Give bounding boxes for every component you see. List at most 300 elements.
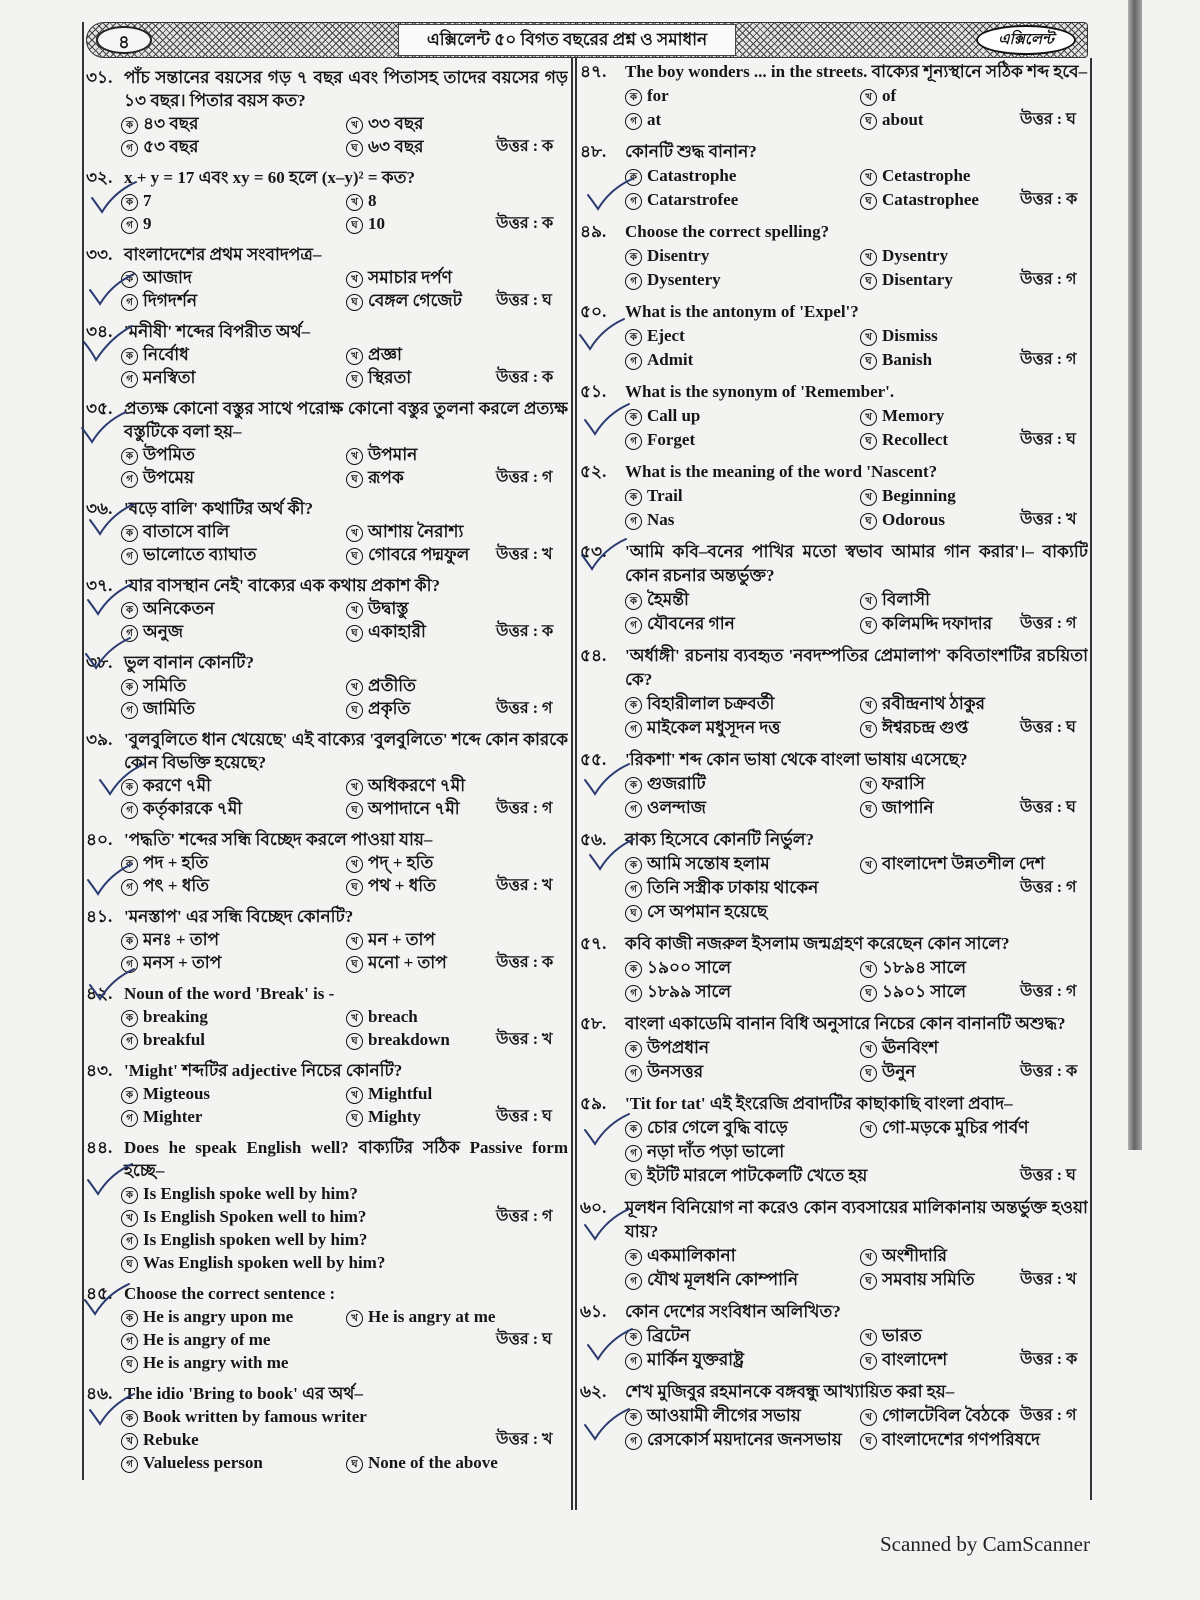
option-letter-circle: খ	[860, 169, 877, 186]
option-letter-circle: গ	[121, 956, 138, 973]
option-text: Recollect	[882, 430, 949, 449]
option-text: Dismiss	[882, 326, 938, 345]
option	[121, 520, 346, 543]
option	[860, 612, 1020, 636]
option-letter-circle: ক	[625, 89, 642, 106]
question-item	[86, 320, 568, 389]
option-letter-circle: খ	[860, 1121, 877, 1138]
option-letter-circle: খ	[860, 697, 877, 714]
option	[346, 697, 496, 720]
option-text: মার্কিন যুক্তরাষ্ট্র	[647, 1350, 744, 1369]
answer-label: উত্তর : ঘ	[496, 1331, 552, 1348]
question-text: 'Tit for tat' এই ইংরেজি প্রবাদটির কাছাকাছি বাংলা প্রবাদ–	[625, 1094, 1013, 1113]
answer-label: উত্তর : গ	[496, 800, 553, 817]
option	[121, 543, 346, 566]
option-row	[86, 851, 568, 874]
option-letter-circle: খ	[860, 857, 877, 874]
answer-label: উত্তর : গ	[1020, 879, 1077, 896]
question-text: 'মনীষী' শব্দের বিপরীত অর্থ–	[124, 322, 311, 341]
option	[860, 1428, 1040, 1452]
option-letter-circle: গ	[625, 193, 642, 210]
option-row	[86, 112, 568, 135]
option-row	[580, 324, 1088, 348]
option-letter-circle: খ	[346, 1087, 363, 1104]
option-row	[86, 1105, 568, 1128]
option	[625, 588, 860, 612]
option-row	[86, 797, 568, 820]
option-letter-circle: ক	[625, 697, 642, 714]
question-text: বাংলা একাডেমি বানান বিধি অনুসারে নিচের কোন বানানটি অশুদ্ধ?	[625, 1014, 1066, 1033]
answer-label: উত্তর : ক	[496, 954, 554, 971]
option-letter-circle: ক	[625, 329, 642, 346]
option-letter-circle: ঘ	[346, 471, 363, 488]
option-letter-circle: ক	[121, 348, 138, 365]
option-row	[86, 520, 568, 543]
answer-label: উত্তর : ঘ	[1020, 719, 1076, 736]
question-item	[86, 651, 568, 720]
option-row	[580, 716, 1088, 740]
question-item	[580, 1380, 1088, 1452]
question-number: ৫০.	[580, 302, 607, 321]
answer-label: উত্তর : ক	[1020, 1063, 1078, 1080]
option-row	[580, 1036, 1088, 1060]
option	[121, 1305, 346, 1328]
question-item	[580, 380, 1088, 452]
option	[625, 108, 860, 132]
question-item	[580, 1092, 1088, 1188]
option-row	[580, 588, 1088, 612]
option	[121, 620, 346, 643]
option-text: breakful	[143, 1030, 206, 1049]
question-number: ৪৪.	[86, 1138, 113, 1157]
question-header	[580, 60, 1088, 84]
option-text: গোবরে পদ্মফুল	[368, 545, 470, 564]
option-text: বিহারীলাল চক্রবর্তী	[647, 694, 775, 713]
question-text: 'মনস্তাপ' এর সন্ধি বিচ্ছেদ কোনটি?	[124, 907, 354, 926]
option-letter-circle: খ	[346, 271, 363, 288]
answer-label: উত্তর : খ	[1020, 1271, 1077, 1288]
option	[346, 543, 496, 566]
option-text: পৎ + ধতি	[143, 876, 209, 895]
option	[346, 874, 496, 897]
option-letter-circle: খ	[346, 1010, 363, 1027]
option-letter-circle: গ	[121, 471, 138, 488]
question-text: 'আমি কবি–বনের পাখির মতো স্বভাব আমার গান করার'।– বাক্যটি কোন রচনার অন্তর্ভুক্ত?	[625, 542, 1088, 585]
option-row	[86, 774, 568, 797]
option-text: Banish	[882, 350, 933, 369]
column-divider-line	[575, 58, 577, 1510]
option-row	[580, 268, 1088, 292]
option-text: Memory	[882, 406, 945, 425]
option	[860, 84, 1020, 108]
option-text: 8	[368, 191, 377, 210]
option-text: উপমেয়	[143, 468, 195, 487]
option-text: বিলাসী	[882, 590, 931, 609]
option	[625, 1140, 1020, 1164]
option-row	[86, 1028, 568, 1051]
option-text: মনঃ + তাপ	[143, 930, 220, 949]
option-text: Migteous	[143, 1084, 211, 1103]
option	[860, 956, 1020, 980]
question-item	[86, 66, 568, 158]
scanner-watermark: Scanned by CamScanner	[880, 1532, 1090, 1556]
option-row	[86, 1005, 568, 1028]
option	[346, 1028, 496, 1051]
option-letter-circle: গ	[625, 881, 642, 898]
option	[346, 189, 496, 212]
answer-label: উত্তর : খ	[496, 877, 553, 894]
option-text: breach	[368, 1007, 418, 1026]
option	[346, 520, 496, 543]
question-text: পাঁচ সন্তানের বয়সের গড় ৭ বছর এবং পিতাসহ তাদের বয়সের গড় ১৩ বছর। পিতার বয়স কত?	[124, 68, 568, 110]
option	[625, 772, 860, 796]
option-letter-circle: গ	[625, 1065, 642, 1082]
option	[860, 484, 1020, 508]
option-text: করণে ৭মী	[143, 776, 211, 795]
option-text: ব্রিটেন	[647, 1326, 691, 1345]
option-text: সমাচার দর্পণ	[368, 268, 453, 287]
option	[860, 324, 1020, 348]
option	[625, 1060, 860, 1084]
option-letter-circle: গ	[625, 513, 642, 530]
question-header	[86, 651, 568, 674]
option-row	[580, 164, 1088, 188]
option	[121, 951, 346, 974]
option-text: গো-মড়কে মুচির পার্বণ	[882, 1118, 1029, 1137]
option-text: ৩৩ বছর	[368, 114, 424, 133]
option-text: বাংলাদেশ	[882, 1350, 948, 1369]
question-header	[580, 1380, 1088, 1404]
option	[625, 164, 860, 188]
question-header	[580, 380, 1088, 404]
option	[860, 772, 1020, 796]
option-text: জাপানি	[882, 798, 934, 817]
question-item	[580, 748, 1088, 820]
option-letter-circle: ঘ	[346, 548, 363, 565]
option-letter-circle: ঘ	[346, 140, 363, 157]
question-number: ৫২.	[580, 462, 607, 481]
option-row	[86, 674, 568, 697]
question-header	[86, 828, 568, 851]
brand-logo: এক্সিলেন্ট	[976, 25, 1076, 55]
answer-label: উত্তর : গ	[1020, 351, 1077, 368]
option-row	[86, 466, 568, 489]
answer-label: উত্তর : ঘ	[1020, 799, 1076, 816]
option-letter-circle: ক	[121, 448, 138, 465]
option	[625, 1036, 860, 1060]
question-number: ৩৪.	[86, 322, 113, 341]
option-letter-circle: খ	[860, 249, 877, 266]
option-row	[86, 874, 568, 897]
option-text: Eject	[647, 326, 685, 345]
question-text: মূলধন বিনিয়োগ না করেও কোন ব্যবসায়ের মালিকানায় অন্তর্ভুক্ত হওয়া যায়?	[625, 1198, 1088, 1241]
option-text: Mighter	[143, 1107, 203, 1126]
option-letter-circle: খ	[860, 1329, 877, 1346]
option-letter-circle: ক	[625, 777, 642, 794]
option-letter-circle: গ	[121, 217, 138, 234]
option-row	[580, 1060, 1088, 1084]
option	[121, 1105, 346, 1128]
option-text: Forget	[647, 430, 696, 449]
option	[346, 620, 496, 643]
option	[121, 1351, 496, 1374]
option-text: Dysentry	[882, 246, 949, 265]
question-number: ৪১.	[86, 907, 113, 926]
option-row	[86, 597, 568, 620]
option-text: বাংলাদেশের গণপরিষদে	[882, 1430, 1040, 1449]
option-letter-circle: ক	[625, 1041, 642, 1058]
option	[860, 508, 1020, 532]
question-number: ৩৩.	[86, 245, 113, 264]
option	[121, 1451, 346, 1474]
option-text: Disentry	[647, 246, 710, 265]
question-text: ভুল বানান কোনটি?	[124, 653, 254, 672]
option-row	[86, 951, 568, 974]
option	[860, 268, 1020, 292]
option-text: None of the above	[368, 1453, 498, 1472]
option-letter-circle: গ	[121, 802, 138, 819]
option-letter-circle: গ	[121, 294, 138, 311]
option	[121, 443, 346, 466]
question-number: ৪৫.	[86, 1284, 113, 1303]
option-row	[86, 1182, 568, 1205]
question-header	[86, 728, 568, 774]
question-item	[580, 644, 1088, 740]
option-text: Valueless person	[143, 1453, 263, 1472]
option-text: সমবায় সমিতি	[882, 1270, 975, 1289]
option-row	[580, 1348, 1088, 1372]
question-header	[86, 497, 568, 520]
option-row	[86, 189, 568, 212]
option	[860, 348, 1020, 372]
question-header	[86, 574, 568, 597]
option-letter-circle: গ	[121, 1110, 138, 1127]
option-letter-circle: খ	[860, 329, 877, 346]
option-letter-circle: ক	[121, 1087, 138, 1104]
question-item	[580, 540, 1088, 636]
question-header	[580, 1092, 1088, 1116]
question-item	[580, 1196, 1088, 1292]
option	[860, 1244, 1020, 1268]
answer-label: উত্তর : ঘ	[496, 1108, 552, 1125]
option-letter-circle: খ	[860, 777, 877, 794]
option	[346, 774, 496, 797]
option-row	[86, 289, 568, 312]
option-letter-circle: ঘ	[346, 802, 363, 819]
question-item	[580, 1300, 1088, 1372]
option-text: উনসত্তর	[647, 1062, 704, 1081]
option-text: Is English spoke well by him?	[143, 1184, 358, 1203]
option-letter-circle: গ	[121, 625, 138, 642]
option-text: উপপ্রধান	[647, 1038, 710, 1057]
option	[625, 1404, 860, 1428]
option-row	[580, 876, 1088, 900]
question-item	[86, 397, 568, 489]
option-row	[86, 266, 568, 289]
option-text: He is angry of me	[143, 1330, 271, 1349]
option	[121, 366, 346, 389]
option	[346, 212, 496, 235]
answer-label: উত্তর : ক	[496, 138, 554, 155]
answer-label: উত্তর : খ	[496, 1431, 553, 1448]
option	[346, 851, 496, 874]
question-header	[580, 1012, 1088, 1036]
option	[346, 797, 496, 820]
question-text: What is the meaning of the word 'Nascent?	[625, 462, 938, 481]
option-text: ওলন্দাজ	[647, 798, 706, 817]
question-number: ৫৫.	[580, 750, 607, 769]
option-letter-circle: ক	[625, 857, 642, 874]
answer-label: উত্তর : গ	[1020, 983, 1077, 1000]
question-text: The boy wonders ... in the streets. বাক্যের শূন্যস্থানে সঠিক শব্দ হবে–	[625, 62, 1088, 81]
option-letter-circle: ক	[121, 679, 138, 696]
option	[121, 1428, 496, 1451]
question-header	[580, 1196, 1088, 1244]
answer-label: উত্তর : ঘ	[1020, 1167, 1076, 1184]
option	[121, 266, 346, 289]
option	[346, 343, 496, 366]
option-row	[86, 343, 568, 366]
question-text: 'ষড়ে বালি' কথাটির অর্থ কী?	[124, 499, 314, 518]
option	[346, 289, 496, 312]
option	[625, 244, 860, 268]
option-text: Beginning	[882, 486, 956, 505]
question-header	[580, 460, 1088, 484]
option	[346, 1305, 496, 1328]
option-text: of	[882, 86, 897, 105]
option-text: Nas	[647, 510, 675, 529]
answer-label: উত্তর : গ	[1020, 615, 1077, 632]
question-header	[580, 300, 1088, 324]
option	[121, 189, 346, 212]
question-text: 'Might' শব্দটির adjective নিচের কোনটি?	[124, 1061, 403, 1080]
option-text: প্রজ্ঞা	[368, 345, 402, 364]
option-text: He is angry with me	[143, 1353, 289, 1372]
question-number: ৫৯.	[580, 1094, 607, 1113]
option-text: একাহারী	[368, 622, 426, 641]
option-text: হৈমন্তী	[647, 590, 689, 609]
option	[121, 928, 346, 951]
option-text: ৫৩ বছর	[143, 137, 199, 156]
question-text: 'পদ্ধতি' শব্দের সন্ধি বিচ্ছেদ করলে পাওয়া যায়–	[124, 830, 433, 849]
question-number: ৬১.	[580, 1302, 607, 1321]
option	[346, 443, 496, 466]
option-row	[580, 1140, 1088, 1164]
option	[346, 266, 496, 289]
option-letter-circle: ঘ	[625, 905, 642, 922]
option-row	[580, 1164, 1088, 1188]
answer-label: উত্তর : গ	[1020, 1407, 1077, 1424]
answer-label: উত্তর : ক	[1020, 1351, 1078, 1368]
option-letter-circle: ক	[625, 961, 642, 978]
question-number: ৪৯.	[580, 222, 607, 241]
option-row	[580, 84, 1088, 108]
question-number: ৪৩.	[86, 1061, 113, 1080]
question-text: Choose the correct sentence :	[124, 1284, 336, 1303]
right-column	[580, 60, 1088, 1500]
option	[346, 1105, 496, 1128]
option-letter-circle: ক	[625, 169, 642, 186]
option-row	[86, 212, 568, 235]
option-text: উনুন	[882, 1062, 916, 1081]
answer-label: উত্তর : গ	[1020, 271, 1077, 288]
option-row	[86, 1328, 568, 1351]
option-text: Admit	[647, 350, 694, 369]
option	[860, 796, 1020, 820]
option-letter-circle: খ	[860, 593, 877, 610]
question-text: What is the antonym of 'Expel'?	[625, 302, 859, 321]
question-header	[86, 905, 568, 928]
question-number: ৩৬.	[86, 499, 113, 518]
option-letter-circle: ঘ	[860, 721, 877, 738]
option-text: breaking	[143, 1007, 208, 1026]
option-letter-circle: ঘ	[346, 217, 363, 234]
option-row	[580, 1404, 1088, 1428]
question-item	[86, 982, 568, 1051]
option-letter-circle: ক	[121, 1010, 138, 1027]
option	[625, 1268, 860, 1292]
question-header	[86, 320, 568, 343]
option-letter-circle: খ	[346, 933, 363, 950]
option-row	[580, 900, 1088, 924]
option-text: Dysentery	[647, 270, 721, 289]
option-letter-circle: খ	[860, 1249, 877, 1266]
option-text: আজাদ	[143, 268, 192, 287]
option-text: Catarstrofee	[647, 190, 739, 209]
option-text: ইটটি মারলে পাটকেলটি খেতে হয়	[647, 1166, 868, 1185]
option	[860, 1404, 1020, 1428]
option-letter-circle: ঘ	[346, 1456, 363, 1473]
option-letter-circle: ঘ	[346, 371, 363, 388]
option-letter-circle: ক	[121, 779, 138, 796]
option-letter-circle: ক	[625, 489, 642, 506]
option-text: বেঙ্গল গেজেট	[368, 291, 462, 310]
question-item	[86, 497, 568, 566]
option-text: আওয়ামী লীগের সভায়	[647, 1406, 801, 1425]
option-letter-circle: ক	[625, 1249, 642, 1266]
option-text: রেসকোর্স ময়দানের জনসভায়	[647, 1430, 842, 1449]
question-item	[580, 1012, 1088, 1084]
option	[121, 774, 346, 797]
option-text: উদ্বাস্তু	[368, 599, 409, 618]
question-header	[580, 828, 1088, 852]
question-number: ৫১.	[580, 382, 607, 401]
question-header	[86, 66, 568, 112]
option	[346, 951, 496, 974]
option-row	[580, 852, 1088, 876]
option-text: কর্তৃকারকে ৭মী	[143, 799, 243, 818]
question-item	[580, 300, 1088, 372]
option-row	[580, 692, 1088, 716]
option-row	[580, 956, 1088, 980]
option-letter-circle: খ	[860, 409, 877, 426]
option-letter-circle: ক	[121, 1410, 138, 1427]
option-text: দিগদর্শন	[143, 291, 198, 310]
option-row	[580, 1324, 1088, 1348]
option	[860, 588, 1020, 612]
option-text: He is angry at me	[368, 1307, 496, 1326]
option-letter-circle: গ	[625, 985, 642, 1002]
option	[625, 716, 860, 740]
option-letter-circle: ক	[121, 933, 138, 950]
question-header	[580, 140, 1088, 164]
option-text: নড়া দাঁত পড়া ভালো	[647, 1142, 785, 1161]
option-row	[580, 244, 1088, 268]
option-letter-circle: খ	[346, 602, 363, 619]
option	[625, 1244, 860, 1268]
option-letter-circle: খ	[860, 1041, 877, 1058]
question-text: 'অর্ধাঙ্গী' রচনায় ব্যবহৃত 'নবদম্পতির প্রেমালাপ' কবিতাংশটির রচয়িতা কে?	[625, 646, 1088, 689]
